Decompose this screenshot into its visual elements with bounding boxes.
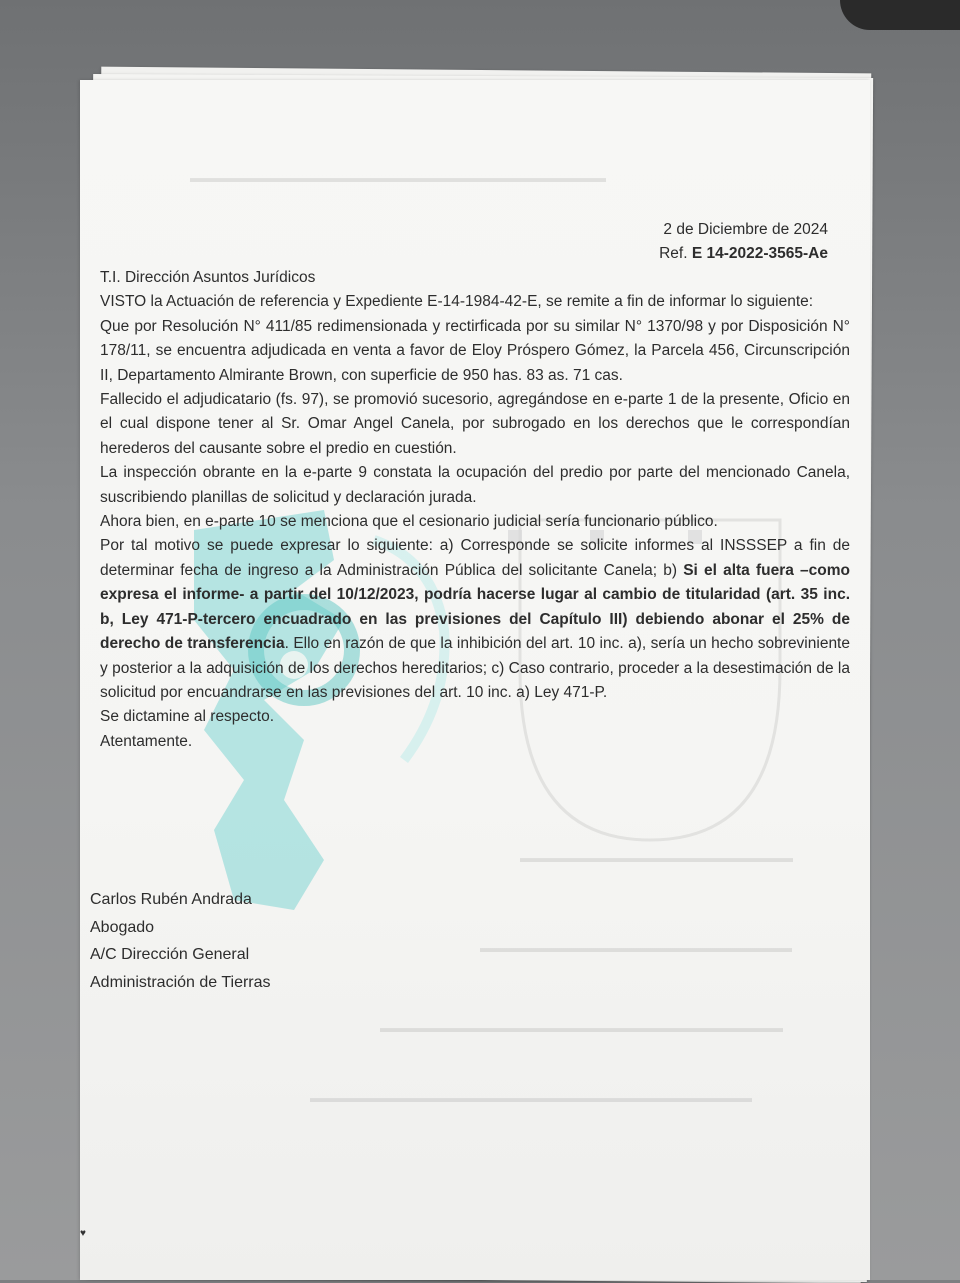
reference-number: E 14-2022-3565-Ae [691,245,828,262]
signer-name: Carlos Rubén Andrada [90,891,252,908]
bleed-through-text: ▬▬▬▬▬▬▬▬▬▬▬▬▬▬▬▬▬▬▬▬▬ [520,850,793,865]
signer-office: Administración de Tierras [90,973,271,991]
bleed-through-text: ▬▬▬▬▬▬▬▬▬▬▬▬▬▬▬▬▬▬▬▬▬▬▬▬▬▬▬▬▬▬▬ [380,1020,783,1035]
bleed-through-text: ▬▬▬▬▬▬▬▬▬▬▬▬▬▬▬▬▬▬▬▬▬▬▬▬▬▬▬▬▬▬▬▬ [190,170,606,185]
bleed-through-text: ▬▬▬▬▬▬▬▬▬▬▬▬▬▬▬▬▬▬▬▬▬▬▬▬▬▬▬▬▬▬▬▬▬▬ [310,1090,752,1105]
conclusions-end: . Ello en razón de que la inhibición del art. 10 inc. a), sería un hecho sobreviniente y posterior a la adquisición de los derechos hereditarios; c) Caso contrario, proceder a la desestimación de la solicitud por encuandrarse en las previsiones del art. 10 inc. a) Ley 471-P. [100,635,850,701]
heart-mark-icon: ♥ [80,1228,86,1239]
signer-title: Abogado [90,918,155,936]
paragraph-request: Se dictamine al respecto. [100,708,275,726]
date-reference-block [659,218,828,266]
conclusions-bold: Si el alta fuera –como expresa el informe- a partir del 10/12/2023, podría hacerse lugar al cambio de titularidad (art. 35 inc. b, Ley 471-P-tercero encuadrado en las previsiones del Capítulo III) debiendo abonar el 25% de derecho de transferencia [100,561,850,653]
reference-prefix: Ref. [659,245,688,262]
document-page [80,80,870,1280]
desk-corner-object [840,0,960,30]
paragraph-resolution: Que por Resolución N° 411/85 redimensionada y rectirficada por su similar N° 1370/98 y por Disposición N° 178/11, se encuentra adjudicada en venta a favor de Eloy Próspero Gómez, la Parcela 456, Circunscripción II, Departamento Almirante Brown, con superficie de 950 has. 83 as. 71 cas. [100,317,850,384]
paragraph-public-official: Ahora bien, en e-parte 10 se menciona que el cesionario judicial sería funcionario público. [100,513,718,531]
bleed-through-text: ▬▬▬▬▬▬▬▬▬▬▬▬▬▬▬▬▬▬▬▬▬▬▬▬ [480,940,792,955]
signature-block [90,886,271,996]
conclusions-start: Por tal motivo se puede expresar lo siguiente: a) Corresponde se solicite informes al INSSSEP a fin de determinar fecha de ingreso a la Administración Pública del solicitante Canela; b) [100,537,850,579]
reference-line [659,242,828,266]
closing-greeting: Atentamente. [100,732,193,750]
paragraph-conclusions [100,534,850,705]
signer-role: A/C Dirección General [90,946,250,963]
document-date: 2 de Diciembre de 2024 [663,221,828,238]
addressee: T.I. Dirección Asuntos Jurídicos [100,269,316,286]
paragraph-inspection: La inspección obrante en la e-parte 9 constata la ocupación del predio por parte del mencionado Canela, suscribiendo planillas de solicitud y declaración jurada. [100,464,850,506]
paragraph-succession: Fallecido el adjudicatario (fs. 97), se promovió sucesorio, agregándose en e-parte 1 de la presente, Oficio en el cual dispone tener al Sr. Omar Angel Canela, por subrogado en los derechos que le correspondían herederos del causante sobre el predio en cuestión. [100,391,850,457]
document-body [100,266,850,754]
paragraph-visto: VISTO la Actuación de referencia y Expediente E-14-1984-42-E, se remite a fin de informar lo siguiente: [100,293,814,311]
